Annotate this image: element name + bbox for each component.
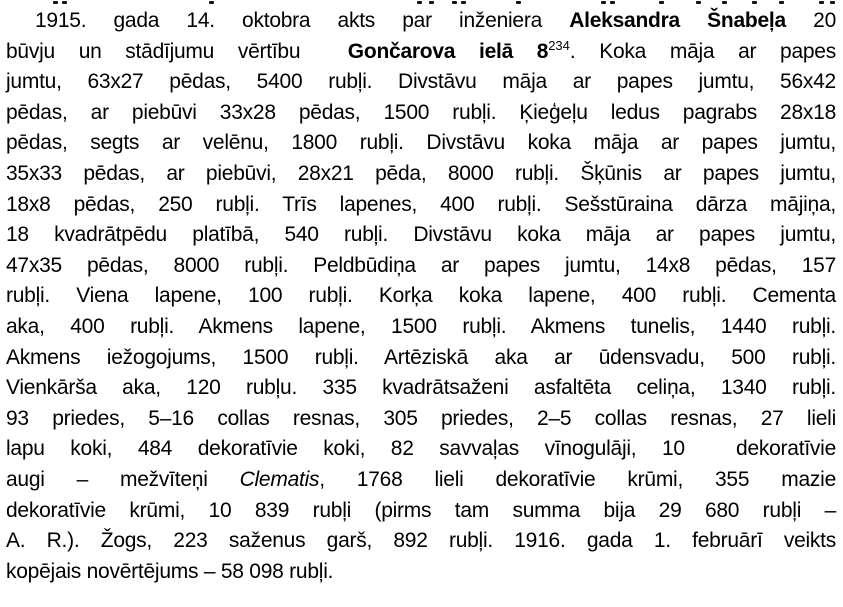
text-segment: būvju un stādījumu vērtību [6,39,348,63]
text-segment: . Koka māja ar papes [569,39,836,63]
text-segment: pēdas, segts ar velēnu, 1800 rubļi. Divstāvu koka māja ar papes jumtu, [6,131,836,155]
text-segment: jumtu, 63x27 pēdas, 5400 rubļi. Divstāvu māja ar papes jumtu, 56x42 [6,70,836,94]
text-segment: 1915. gada 14. oktobra akts par inženiera [35,9,570,32]
text-line [6,404,836,435]
text-segment: Clematis [239,467,320,491]
text-line [6,220,836,251]
text-segment: A. R.). Žogs, 223 saženus garš, 892 rubļi. 1916. gada 1. februārī veikts [6,529,836,553]
text-line [6,343,836,374]
text-segment: rubļi. Viena lapene, 100 rubļi. Korķa koka lapene, 400 rubļi. Cementa [6,284,836,308]
text-segment: 47x35 pēdas, 8000 rubļi. Peldbūdiņa ar papes jumtu, 14x8 pēdas, 157 [6,253,836,277]
text-line [6,312,836,343]
text-segment: dekoratīvie krūmi, 10 839 rubļi (pirms tam summa bija 29 680 rubļi – [6,498,836,522]
text-segment: 20 [785,9,837,32]
text-line [6,434,836,465]
valuation-paragraph [6,6,836,587]
text-segment: augi – mežvīteņi [6,467,240,491]
text-segment: 18 kvadrātpēdu platībā, 540 rubļi. Divstāvu koka māja ar papes jumtu, [6,223,836,247]
text-line [6,6,836,37]
text-line [6,98,836,129]
text-segment: , 1768 lieli dekoratīvie krūmi, 355 mazie [319,467,836,491]
text-line [6,159,836,190]
text-segment: aka, 400 rubļi. Akmens lapene, 1500 rubļi. Akmens tunelis, 1440 rubļi. [6,314,836,338]
text-segment: Vienkārša aka, 120 rubļu. 335 kvadrātsaženi asfaltēta celiņa, 1340 rubļi. [6,376,836,400]
text-segment: 93 priedes, 5–16 collas resnas, 305 priedes, 2–5 collas resnas, 27 lieli [6,406,836,430]
text-segment: pēdas, ar piebūvi 33x28 pēdas, 1500 rubļi. Ķieģeļu ledus pagrabs 28x18 [6,100,836,124]
text-line [6,373,836,404]
footnote-reference: 234 [548,37,570,53]
text-line [6,557,836,588]
text-segment: Aleksandra Šnabeļa [569,9,786,32]
text-segment: 18x8 pēdas, 250 rubļi. Trīs lapenes, 400 rubļi. Sešstūraina dārza mājiņa, [6,192,836,216]
text-line [6,526,836,557]
text-segment: kopējais novērtējums – 58 098 rubļi. [6,559,334,583]
text-line [6,37,836,68]
text-line [6,190,836,221]
text-segment: Gončarova ielā 8 [347,39,549,63]
text-segment: lapu koki, 484 dekoratīvie koki, 82 savvaļas vīnogulāji, 10 dekoratīvie [6,437,836,461]
text-segment: Akmens iežogojums, 1500 rubļi. Artēziskā aka ar ūdensvadu, 500 rubļi. [6,345,836,369]
text-line [6,251,836,282]
text-segment: 35x33 pēdas, ar piebūvi, 28x21 pēda, 8000 rubļi. Šķūnis ar papes jumtu, [6,161,836,185]
text-line [6,465,836,496]
text-line [6,67,836,98]
text-line [6,496,836,527]
text-line [6,128,836,159]
text-line [6,281,836,312]
